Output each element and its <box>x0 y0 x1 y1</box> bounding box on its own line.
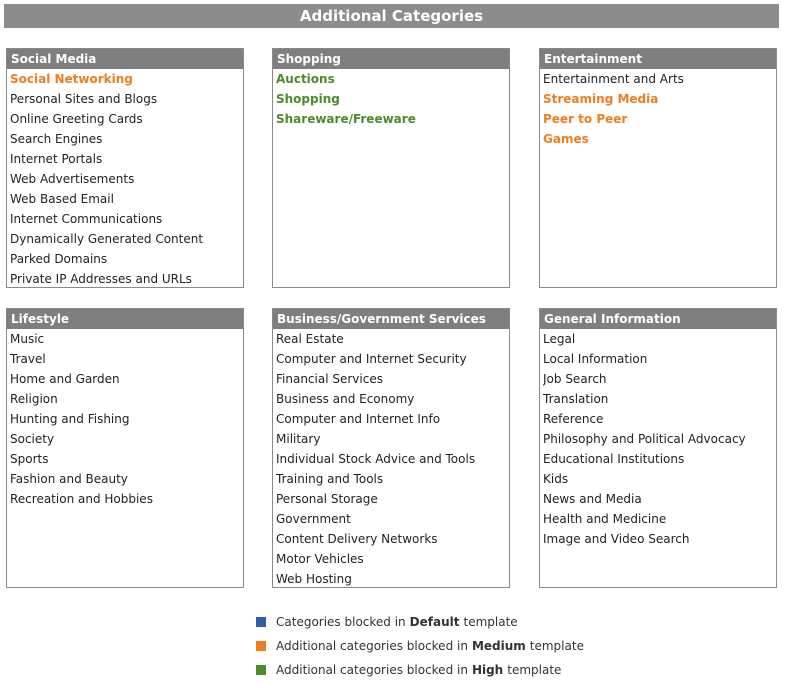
legend-swatch-default <box>256 617 266 627</box>
panel-heading: Business/Government Services <box>273 309 509 329</box>
category-item: Job Search <box>543 372 607 386</box>
category-item: Parked Domains <box>10 252 108 266</box>
legend-item-high <box>256 658 584 682</box>
category-item: Military <box>276 432 321 446</box>
category-item: Web Hosting <box>276 572 352 586</box>
category-list <box>7 329 243 509</box>
legend-item-medium <box>256 634 584 658</box>
category-item: Personal Storage <box>276 492 378 506</box>
category-item: Financial Services <box>276 372 383 386</box>
legend-swatch-high <box>256 665 266 675</box>
category-item: Streaming Media <box>543 92 659 106</box>
legend-prefix: Additional categories blocked in <box>276 639 468 653</box>
category-item: Entertainment and Arts <box>543 72 684 86</box>
category-item: Recreation and Hobbies <box>10 492 153 506</box>
category-item: Peer to Peer <box>543 112 628 126</box>
category-item: Sports <box>10 452 49 466</box>
category-item: Training and Tools <box>276 472 384 486</box>
category-item: Hunting and Fishing <box>10 412 130 426</box>
panel-heading: Social Media <box>7 49 243 69</box>
category-item: Music <box>10 332 45 346</box>
category-list <box>273 69 509 129</box>
category-item: Shopping <box>276 92 340 106</box>
legend-suffix: template <box>529 639 584 653</box>
category-item: Motor Vehicles <box>276 552 364 566</box>
category-item: Computer and Internet Info <box>276 412 441 426</box>
legend-emphasis: Default <box>409 615 460 629</box>
panel-lifestyle <box>6 308 244 588</box>
legend-emphasis: Medium <box>471 639 526 653</box>
category-item: News and Media <box>543 492 642 506</box>
category-item: Educational Institutions <box>543 452 685 466</box>
category-item: Kids <box>543 472 569 486</box>
panel-heading: Lifestyle <box>7 309 243 329</box>
legend <box>256 610 584 682</box>
category-item: Dynamically Generated Content <box>10 232 204 246</box>
category-list <box>7 69 243 289</box>
category-item: Web Based Email <box>10 192 114 206</box>
category-item: Internet Communications <box>10 212 163 226</box>
category-list <box>540 329 776 549</box>
category-item: Image and Video Search <box>543 532 690 546</box>
category-item: Government <box>276 512 351 526</box>
category-item: Personal Sites and Blogs <box>10 92 158 106</box>
category-item: Philosophy and Political Advocacy <box>543 432 746 446</box>
panel-general-information <box>539 308 777 588</box>
panel-heading: Entertainment <box>540 49 776 69</box>
legend-emphasis: High <box>471 663 504 677</box>
category-item: Social Networking <box>10 72 133 86</box>
category-item: Computer and Internet Security <box>276 352 467 366</box>
category-item: Content Delivery Networks <box>276 532 438 546</box>
legend-prefix: Categories blocked in <box>276 615 406 629</box>
category-item: Internet Portals <box>10 152 103 166</box>
legend-suffix: template <box>463 615 518 629</box>
category-item: Society <box>10 432 55 446</box>
category-item: Home and Garden <box>10 372 120 386</box>
category-item: Reference <box>543 412 604 426</box>
category-item: Health and Medicine <box>543 512 667 526</box>
category-item: Shareware/Freeware <box>276 112 416 126</box>
category-item: Legal <box>543 332 576 346</box>
legend-prefix: Additional categories blocked in <box>276 663 468 677</box>
category-item: Real Estate <box>276 332 344 346</box>
category-list <box>540 69 776 149</box>
category-item: Religion <box>10 392 58 406</box>
page-title: Additional Categories <box>4 4 779 28</box>
panel-business-government-services <box>272 308 510 588</box>
panel-heading: General Information <box>540 309 776 329</box>
category-item: Games <box>543 132 589 146</box>
panel-social-media <box>6 48 244 288</box>
category-item: Individual Stock Advice and Tools <box>276 452 476 466</box>
panel-entertainment <box>539 48 777 288</box>
legend-suffix: template <box>507 663 562 677</box>
panel-shopping <box>272 48 510 288</box>
category-item: Travel <box>10 352 46 366</box>
category-item: Private IP Addresses and URLs <box>10 272 192 286</box>
category-item: Online Greeting Cards <box>10 112 143 126</box>
legend-swatch-medium <box>256 641 266 651</box>
category-item: Auctions <box>276 72 335 86</box>
category-item: Business and Economy <box>276 392 415 406</box>
category-item: Search Engines <box>10 132 103 146</box>
legend-item-default <box>256 610 584 634</box>
category-item: Translation <box>543 392 609 406</box>
panel-heading: Shopping <box>273 49 509 69</box>
category-item: Local Information <box>543 352 648 366</box>
category-item: Fashion and Beauty <box>10 472 128 486</box>
category-list <box>273 329 509 589</box>
category-item: Web Advertisements <box>10 172 135 186</box>
